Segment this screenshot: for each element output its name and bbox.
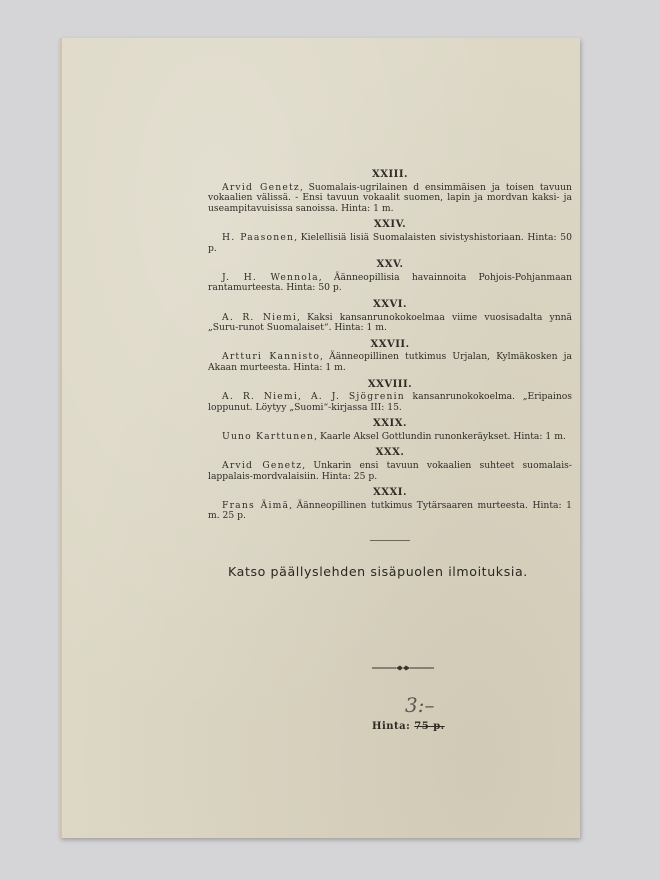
- author-name: Artturi Kannisto: [222, 351, 321, 363]
- ornament-icon: [372, 665, 434, 671]
- author-name: A. R. Niemi: [222, 311, 297, 323]
- author-name: Uuno Karttunen: [222, 430, 315, 442]
- section-entry: [208, 233, 572, 254]
- entry-text: , Kaarle Aksel Gottlundin runonkeräykset. Hinta: 1 m.: [314, 430, 566, 442]
- list-item: [208, 170, 572, 214]
- list-item: [208, 380, 572, 414]
- entry-text: , Äänneopillinen tutkimus Urjalan, Kylmäkosken ja Akaan murteesta. Hinta: 1 m.: [208, 351, 572, 373]
- section-number: XXIII.: [371, 169, 409, 180]
- entry-text: , Kaksi kansanrunokokoelmaa viime vuosisadalta ynnä „Suru-runot Suomalaiset“. Hinta: 1 m.: [208, 311, 573, 334]
- entry-text: , Äänneopillisia havainnoita Pohjois-Pohjanmaan rantamurteesta. Hinta: 50 p.: [208, 271, 572, 294]
- entry-text: , Kielellisiä lisiä Suomalaisten sivistyshistoriaan. Hinta: 50 p.: [208, 231, 572, 254]
- section-number: XXVI.: [373, 298, 407, 310]
- list-item: [208, 260, 572, 294]
- price-value: 75 p.: [414, 721, 445, 732]
- price-label: Hinta:: [372, 721, 411, 732]
- entry-text: , Äänneopillinen tutkimus Tytärsaaren murteesta. Hinta: 1 m. 25 p.: [208, 499, 572, 522]
- book-page: [60, 38, 580, 838]
- divider: [370, 540, 410, 541]
- list-item: [208, 340, 572, 374]
- author-name: Frans Äimä: [222, 499, 290, 511]
- notice-text: Katso päällyslehden sisäpuolen ilmoituksia.: [228, 564, 528, 580]
- author-name: A. R. Niemi, A. J. Sjögrenin: [222, 391, 405, 403]
- section-entry: [208, 313, 572, 334]
- list-item: [208, 220, 572, 254]
- author-name: J. H. Wennola: [222, 271, 319, 283]
- section-entry: [208, 352, 572, 373]
- section-number: XXX.: [375, 447, 405, 459]
- author-name: Arvid Genetz: [222, 460, 303, 472]
- entry-text: , Unkarin ensi tavuun vokaalien suhteet suomalais-lappalais-mordvalaisiin. Hinta: 25 p.: [208, 460, 572, 482]
- entry-text: kansanrunokokoelma. „Eripainos loppunut. Löytyy „Suomi“-kirjassa III: 15.: [208, 391, 572, 413]
- section-entry: [208, 432, 572, 443]
- section-entry: [208, 273, 572, 294]
- author-name: H. Paasonen: [222, 231, 295, 243]
- section-entry: [208, 183, 572, 215]
- section-number: XXIX.: [373, 418, 407, 430]
- list-item: [208, 448, 572, 482]
- section-entry: [208, 392, 572, 413]
- section-number: XXXI.: [373, 487, 407, 499]
- section-number: XXV.: [376, 259, 404, 271]
- handwritten-price: 3:–: [405, 693, 435, 717]
- section-entry: [208, 461, 572, 482]
- section-number: XXVIII.: [367, 378, 413, 390]
- section-number: XXIV.: [373, 219, 407, 231]
- entry-text: , Suomalais-ugrilainen d ensimmäisen ja toisen tavuun vokaalien välissä. - Ensi tavuun vokaalit suomen, lapin ja mordvan kaksi- ja useampitavuisissa sanoissa. Hinta: 1 m.: [208, 181, 572, 214]
- list-item: [208, 488, 572, 522]
- list-item: [208, 300, 572, 334]
- list-item: [208, 419, 572, 442]
- author-name: Arvid Genetz: [222, 181, 300, 193]
- publication-list: [208, 170, 572, 582]
- price-line: [372, 721, 445, 732]
- section-entry: [208, 501, 572, 522]
- section-number: XXVII.: [370, 338, 410, 350]
